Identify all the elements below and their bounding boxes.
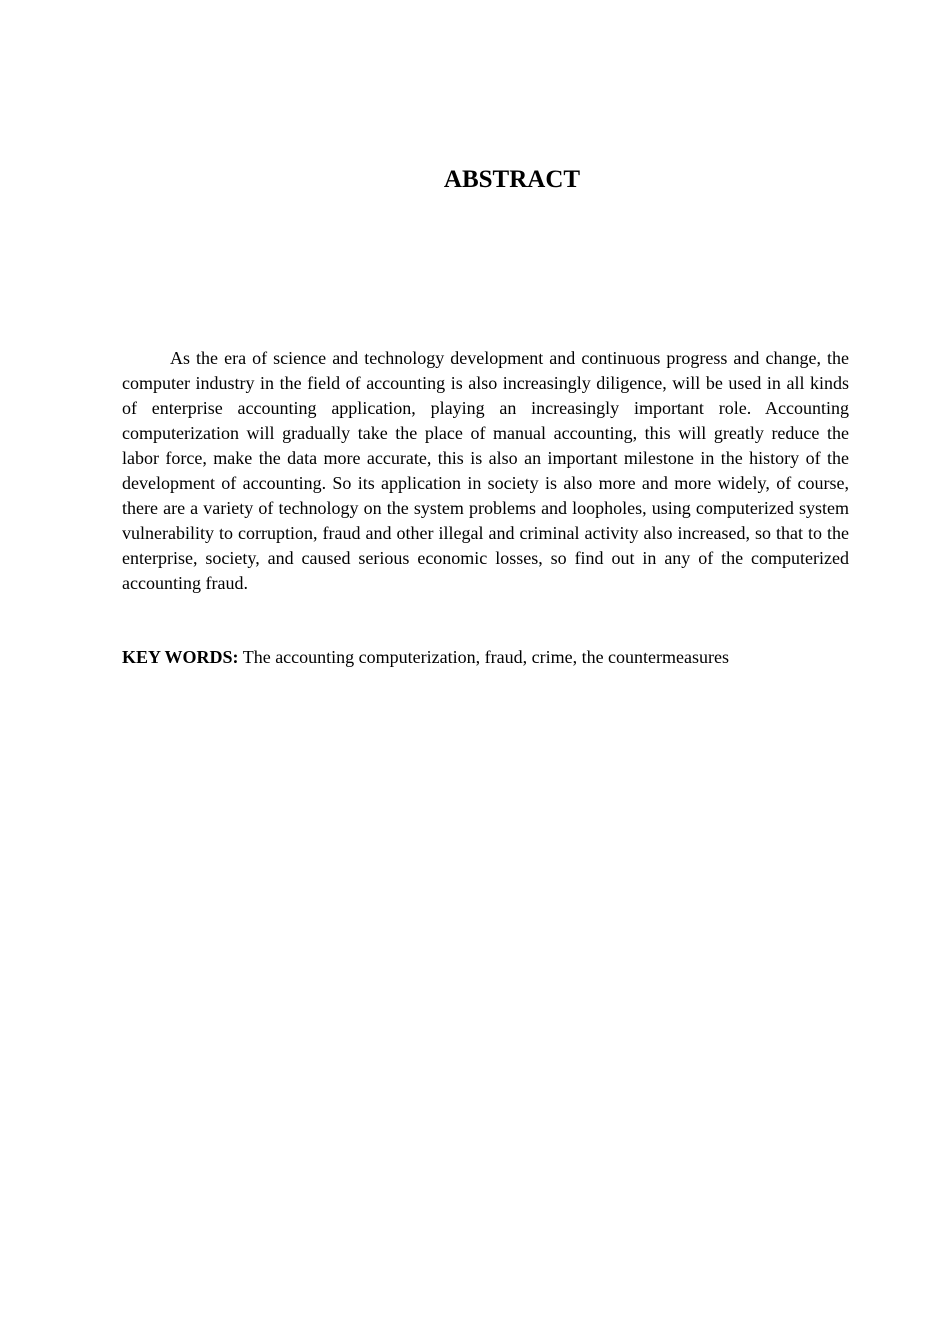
keywords-line [122,645,849,670]
keywords-label: KEY WORDS: [122,647,239,667]
abstract-title: ABSTRACT [443,166,581,193]
keywords-text: The accounting computerization, fraud, crime, the countermeasures [238,647,730,667]
abstract-paragraph: As the era of science and technology development and continuous progress and change, the computer industry in the field of accounting is also increasingly diligence, will be used in all kinds of enterprise accounting application, playing an increasingly important role. Accounting computerization will gradually take the place of manual accounting, this will greatly reduce the labor force, make the data more accurate, this is also an important milestone in the history of the development of accounting. So its application in society is also more and more widely, of course, there are a variety of technology on the system problems and loopholes, using computerized system vulnerability to corruption, fraud and other illegal and criminal activity also increased, so that to the enterprise, society, and caused serious economic losses, so find out in any of the computerized accounting fraud. [122,348,849,593]
